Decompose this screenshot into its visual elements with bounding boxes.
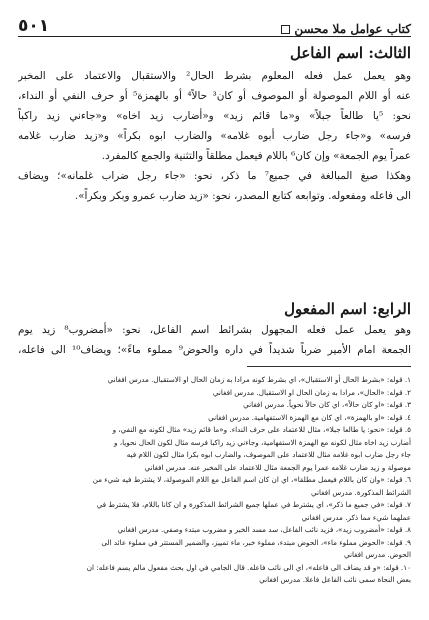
page-number: ٥٠١ [18,16,50,36]
text-line: الى فاعله ومفعوله. وتوابعه كتابع المصدر، نحو: «زيد ضارب عمرو وبكر وبكراً». [74,190,411,202]
footnote-line: ٧. قوله: «في جميع ما ذكر»، اي يشترط في عملها جميع الشرائط المذكورة و ان كانا باللام، فلا يشترط في [96,500,411,509]
footnote-line: ٢. قوله: «الحال»، مرادا به زمان الحال او الاستقبال. مدرس افغاني [212,387,411,397]
footnote-line: ١٠. قوله: «و قد يضاف الى فاعله»، اي الى نائب فاعله. قال الجامي في اول بحث مفعول مالم يسم فاعله: ان [86,562,411,572]
section-body-active-participle [18,66,411,206]
page-header [18,14,411,37]
footnote-line: عملهما شيء مما ذكر. مدرس افغاني [301,512,411,522]
text-line: وهو يعمل عمل فعله المجهول بشرائط اسم الفاعل، نحو: «أمضروب⁸ زيد يوم [18,324,411,336]
footnote-line: موصولة و زيد ضارب غلامه عمرا يوم الجمعة مثال للاعتماد على المخبر عنه. مدرس افغاني [144,462,411,472]
text-line: نحو: ⁵يا طالعاً جبلاً» و«ما قائم زيد» و«أضارب زيد اخاه» و«جاءني زيد راكباً [18,110,411,122]
section-title-active-participle: الثالث: اسم الفاعل [289,44,411,62]
footnote-line: ٥. قوله: «نحو: يا طالعا جبلا»، مثال للاعتماد على حرف النداء. و«ما قائم زيد» مثال لكونه مع النفي، و [112,425,411,434]
footnote-line: ٤. قوله: «او بالهمزة»، اي كان مع الهمزة الاستفهامية. مدرس افغاني [208,412,411,422]
title-box-ornament [281,25,290,34]
footnote-line: الشرائط المذكورة. مدرس افغاني [311,487,411,497]
footnote-line: ٩. قوله: «الحوض مملوء ماء»، الحوض مبتدء، مملوء خبر، ماء تمييز، والضمير المستتر في مملوء عائد الى [101,537,411,547]
book-title: كتاب عوامل ملا محسن [294,22,411,36]
text-line: فرسه» و«جاء رجل ضارب أبوه غلامه» والضارب ابوه بكراً» و«زيد ضارب غلامه [18,130,411,142]
footnote-line: ١. قوله: «بشرط الحال أو الاستقبال»، اي بشرط كونه مرادا به زمان الحال او الاستقبال. مدرس افغاني [107,375,411,384]
text-line: وهو يعمل عمل فعله المعلوم بشرط الحال² والاستقبال والاعتماد على المخبر [18,70,411,82]
section-title-passive-participle: الرابع: اسم المفعول [284,300,411,318]
text-line: وهكذا صيغ المبالغة في جميع⁷ ما ذكر، نحو: «جاء رجل ضراب غلمانه»؛ ويضاف [18,170,411,182]
text-line: عنه أو اللام الموصولة أو الموصوف أو كان³ حالاً⁴ أو بالهمزة⁵ أو حرف النفي أو النداء، [18,90,411,102]
text-line: الجمعة امام الأمير ضرباً شديداً في داره والحوض⁹ مملوء ماءً»؛ ويضاف¹⁰ الى فاعله، [18,344,411,356]
footnote-separator [247,366,411,367]
footnote-line: ٦. قوله: «وان كان باللام فيعمل مطلقا»، اي ان كان اسم الفاعل مع اللام الموصولة، لا يشترط فيه شيء من [92,475,411,484]
section-body-passive-participle [18,320,411,360]
text-line: عمراً يوم الجمعة» وإن كان⁶ باللام فيعمل مطلقاً والتثنية والجمع كالمفرد. [101,150,411,162]
footnote-line: أضارب زيد اخاه مثال لكونه مع الهمزة الاستفهامية، وجاءني زيد راكبا فرسه مثال لكون الحال نحويا، و [114,437,411,447]
footnote-line: ٣. قوله: «او كان حالاً»، اي كان حالاً نحوياً. مدرس افغاني [243,400,411,409]
footnote-line: بعض النحاة سمى نائب الفاعل فاعلا. مدرس افغاني [259,575,411,584]
footnote-line: جاء رجل ضارب ابوه غلامه مثال للاعتماد على الموصوف، والضارب ابوه بكرا مثال لكون اللام فيه [126,450,411,459]
footnote-line: الحوض. مدرس افغاني [343,550,411,559]
running-title [277,22,411,36]
footnote-line: ٨. قوله: «أمضروب زيد»، فزيد نائب الفاعل، سد مسد الخبر و مضروب مبتدء وصفي. مدرس افغاني [117,525,411,534]
footnotes [18,374,411,587]
